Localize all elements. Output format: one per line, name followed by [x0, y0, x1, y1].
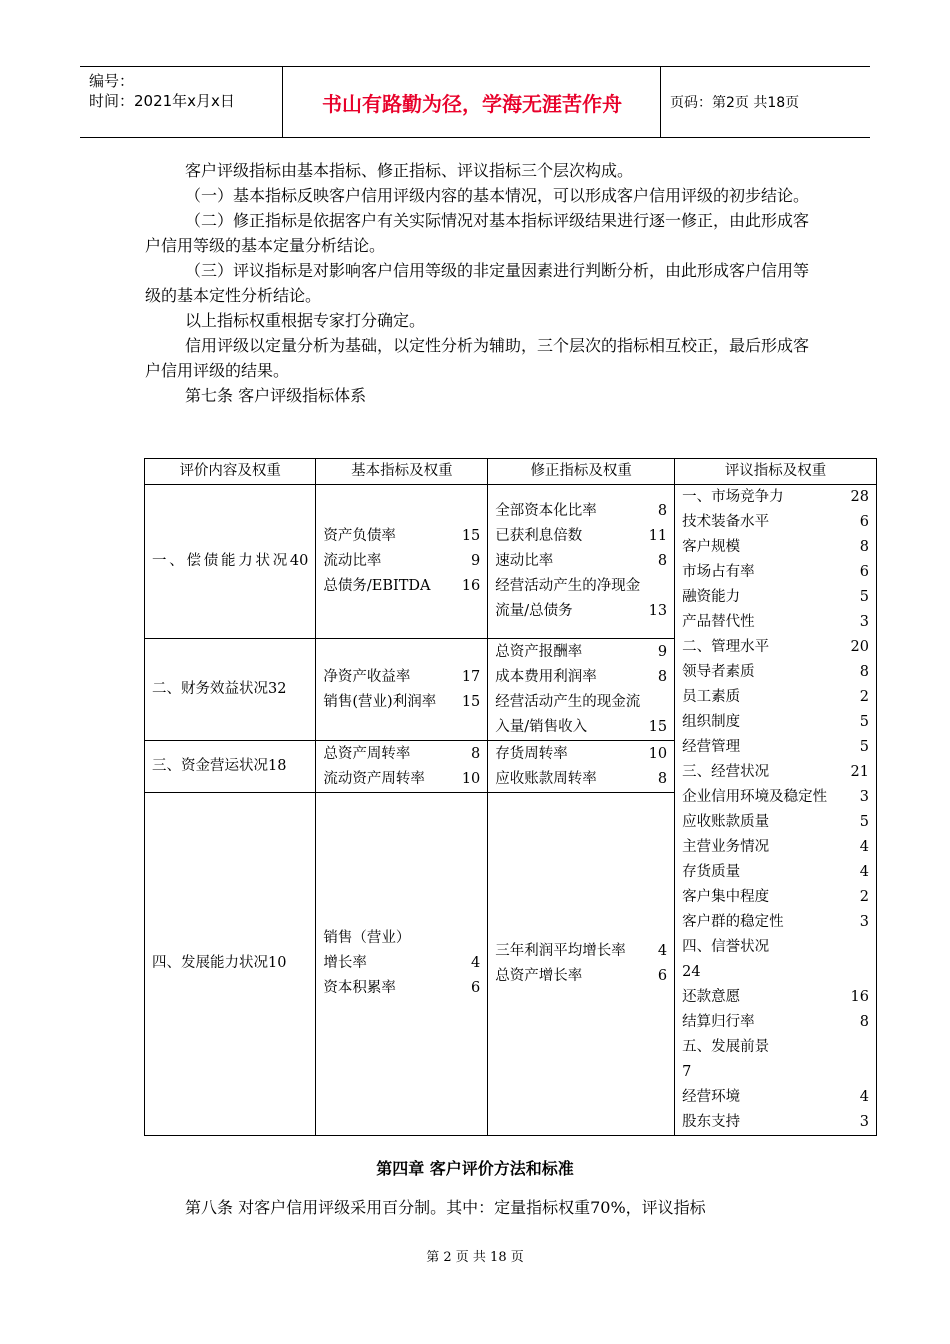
indicator-weight: 4: [471, 955, 481, 972]
indicator-weight: 8: [657, 770, 668, 787]
indicator-weight: 8: [859, 664, 869, 680]
indicator-name: 产品替代性: [682, 614, 755, 630]
indicator-name: 流动资产周转率: [323, 770, 425, 787]
indicator-line: [682, 1035, 869, 1060]
indicator-line: [682, 535, 869, 560]
indicator-weight: 11: [648, 528, 668, 545]
content-cell: 一、偿债能力状况40: [145, 485, 316, 639]
indicator-weight: 6: [657, 967, 668, 984]
column-header: 修正指标及权重: [488, 459, 675, 485]
indicator-name: 增长率: [323, 955, 367, 972]
indicator-weight: 5: [859, 714, 869, 730]
table-row: [145, 485, 877, 639]
indicator-weight: 4: [859, 864, 869, 880]
indicator-line: [682, 510, 869, 535]
indicator-line: [682, 1085, 869, 1110]
paragraph: （一）基本指标反映客户信用评级内容的基本情况，可以形成客户信用评级的初步结论。: [185, 186, 810, 205]
indicator-name: 结算归行率: [682, 1014, 755, 1030]
indicator-name: 总债务/EBITDA: [323, 578, 431, 595]
indicator-name: 流动比率: [323, 553, 382, 570]
indicator-weight: 13: [648, 603, 668, 620]
indicator-line: [682, 710, 869, 735]
indicator-line: [495, 964, 667, 989]
indicator-weight: 8: [859, 539, 869, 555]
indicator-weight: 8: [657, 668, 668, 685]
indicator-line: [682, 960, 869, 985]
indicator-weight: 4: [859, 1089, 869, 1105]
indicator-line: [323, 767, 480, 792]
indicator-weight: 8: [657, 553, 668, 570]
column-header: 评价内容及权重: [145, 459, 316, 485]
indicator-name: 一、市场竞争力: [682, 489, 784, 505]
basic-cell: [316, 639, 488, 741]
section-heading: 第七条 客户评级指标体系: [185, 386, 367, 405]
header-motto: 书山有路勤为径，学海无涯苦作舟: [284, 67, 661, 137]
indicator-line: [682, 1110, 869, 1135]
indicator-weight: 3: [859, 614, 869, 630]
indicator-name: 速动比率: [495, 553, 554, 570]
indicator-name: 经营活动产生的净现金: [495, 578, 641, 595]
indicator-name: 二、管理水平: [682, 639, 770, 655]
indicator-line: [495, 665, 667, 690]
indicator-table: [144, 458, 877, 1136]
indicator-line: [495, 524, 667, 549]
indicator-weight: 5: [859, 814, 869, 830]
paragraph: 以上指标权重根据专家打分确定。: [185, 311, 426, 330]
indicator-weight: 10: [648, 745, 668, 762]
indicator-weight: 3: [859, 914, 869, 930]
indicator-line: [323, 926, 480, 951]
indicator-line: [682, 785, 869, 810]
indicator-name: 已获利息倍数: [495, 528, 583, 545]
indicator-weight: 8: [657, 503, 668, 520]
indicator-name: 融资能力: [682, 589, 741, 605]
indicator-weight: 4: [859, 839, 869, 855]
indicator-weight: 9: [471, 553, 481, 570]
indicator-line: [682, 985, 869, 1010]
indicator-name: 客户规模: [682, 539, 741, 555]
modified-cell: [488, 792, 675, 1135]
indicator-name: 客户集中程度: [682, 889, 770, 905]
indicator-line: [682, 935, 869, 960]
indicator-name: 存货质量: [682, 864, 741, 880]
indicator-weight: 3: [859, 789, 869, 805]
indicator-name: 应收账款周转率: [495, 770, 597, 787]
indicator-line: [323, 951, 480, 976]
indicator-weight: 8: [859, 1014, 869, 1030]
indicator-line: [323, 665, 480, 690]
indicator-line: [682, 685, 869, 710]
indicator-line: [682, 585, 869, 610]
indicator-name: 销售（营业）: [323, 930, 411, 947]
indicator-name: 还款意愿: [682, 989, 741, 1005]
indicator-line: [323, 976, 480, 1001]
indicator-line: [495, 690, 667, 715]
indicator-line: [682, 610, 869, 635]
article-8: 第八条 对客户信用评级采用百分制。其中：定量指标权重70%，评议指标: [185, 1198, 706, 1217]
indicator-weight: 15: [461, 693, 481, 710]
indicator-line: [495, 939, 667, 964]
indicator-name: 股东支持: [682, 1114, 741, 1130]
indicator-weight: 10: [461, 770, 481, 787]
indicator-line: [495, 767, 667, 792]
page-header: [80, 66, 870, 138]
indicator-line: [323, 742, 480, 767]
indicator-weight: 9: [657, 643, 668, 660]
indicator-line: [682, 810, 869, 835]
indicator-line: [323, 574, 480, 599]
body-text: [145, 158, 810, 408]
indicator-weight: 15: [461, 528, 481, 545]
indicator-weight: 8: [471, 745, 481, 762]
page-footer: 第 2 页 共 18 页: [426, 1250, 524, 1265]
header-page-info: 页码：第2页 共18页: [670, 95, 800, 111]
indicator-weight: 16: [850, 989, 869, 1005]
indicator-name: 领导者素质: [682, 664, 755, 680]
indicator-name: 员工素质: [682, 689, 741, 705]
indicator-name: 总资产增长率: [495, 967, 583, 984]
indicator-name: 四、信誉状况: [682, 939, 770, 955]
indicator-line: [323, 549, 480, 574]
modified-cell: [488, 639, 675, 741]
indicator-line: [682, 485, 869, 510]
indicator-line: [495, 640, 667, 665]
indicator-name: 全部资本化比率: [495, 503, 597, 520]
content-cell: 四、发展能力状况10: [145, 792, 316, 1135]
indicator-line: [495, 549, 667, 574]
paragraph: （二）修正指标是依据客户有关实际情况对基本指标评级结果进行逐一修正，由此形成客户信用等级的基本定量分析结论。: [145, 211, 810, 255]
indicator-name: 应收账款质量: [682, 814, 770, 830]
indicator-name: 客户群的稳定性: [682, 914, 784, 930]
indicator-line: [495, 599, 667, 624]
indicator-weight: 6: [859, 564, 869, 580]
indicator-name: 三、经营状况: [682, 764, 770, 780]
column-header: 基本指标及权重: [316, 459, 488, 485]
indicator-line: [495, 574, 667, 599]
indicator-line: [682, 835, 869, 860]
indicator-name: 入量/销售收入: [495, 718, 588, 735]
basic-cell: [316, 485, 488, 639]
indicator-name: 净资产收益率: [323, 668, 411, 685]
indicator-weight: 5: [859, 589, 869, 605]
indicator-name: 三年利润平均增长率: [495, 942, 626, 959]
indicator-weight: 2: [859, 689, 869, 705]
paragraph: 信用评级以定量分析为基础，以定性分析为辅助，三个层次的指标相互校正，最后形成客户信用评级的结果。: [145, 336, 810, 380]
indicator-weight: 16: [461, 578, 481, 595]
indicator-line: [495, 499, 667, 524]
indicator-line: [682, 635, 869, 660]
indicator-name: 技术装备水平: [682, 514, 770, 530]
indicator-weight: 5: [859, 739, 869, 755]
indicator-line: [323, 524, 480, 549]
review-cell: [675, 485, 877, 1136]
chapter-title: 第四章 客户评价方法和标准: [376, 1159, 574, 1178]
indicator-line: [495, 715, 667, 740]
indicator-name: 市场占有率: [682, 564, 755, 580]
indicator-name: 资产负债率: [323, 528, 396, 545]
content-cell: 二、财务效益状况32: [145, 639, 316, 741]
indicator-line: [682, 560, 869, 585]
indicator-weight: 6: [471, 980, 481, 997]
basic-cell: [316, 741, 488, 792]
indicator-line: [495, 742, 667, 767]
indicator-weight: 2: [859, 889, 869, 905]
basic-cell: [316, 792, 488, 1135]
indicator-weight: 17: [461, 668, 481, 685]
indicator-name: 组织制度: [682, 714, 741, 730]
indicator-name: 经营管理: [682, 739, 741, 755]
indicator-line: [682, 1060, 869, 1085]
indicator-line: [682, 1010, 869, 1035]
indicator-name: 主营业务情况: [682, 839, 770, 855]
indicator-name: 24: [682, 964, 701, 980]
indicator-weight: 3: [859, 1114, 869, 1130]
time-label: 时间：2021年x月x日: [89, 92, 235, 110]
indicator-weight: 4: [657, 942, 668, 959]
indicator-line: [682, 910, 869, 935]
modified-cell: [488, 485, 675, 639]
paragraph: （三）评议指标是对影响客户信用等级的非定量因素进行判断分析，由此形成客户信用等级的基本定性分析结论。: [145, 261, 810, 305]
indicator-name: 成本费用利润率: [495, 668, 597, 685]
indicator-line: [682, 735, 869, 760]
paragraph: 客户评级指标由基本指标、修正指标、评议指标三个层次构成。: [185, 161, 634, 180]
indicator-name: 总资产周转率: [323, 745, 411, 762]
indicator-name: 经营环境: [682, 1089, 741, 1105]
indicator-name: 流量/总债务: [495, 603, 573, 620]
indicator-weight: 20: [850, 639, 869, 655]
indicator-weight: 21: [850, 764, 869, 780]
indicator-weight: 6: [859, 514, 869, 530]
indicator-line: [323, 690, 480, 715]
indicator-name: 资本积累率: [323, 980, 396, 997]
indicator-line: [682, 660, 869, 685]
indicator-name: 五、发展前景: [682, 1039, 770, 1055]
modified-cell: [488, 741, 675, 792]
indicator-name: 经营活动产生的现金流: [495, 693, 641, 710]
indicator-name: 总资产报酬率: [495, 643, 583, 660]
number-label: 编号：: [89, 72, 135, 90]
indicator-line: [682, 860, 869, 885]
indicator-name: 存货周转率: [495, 745, 568, 762]
indicator-name: 销售(营业)利润率: [323, 693, 437, 710]
indicator-line: [682, 885, 869, 910]
column-header: 评议指标及权重: [675, 459, 877, 485]
indicator-weight: 28: [850, 489, 869, 505]
indicator-name: 企业信用环境及稳定性: [682, 789, 828, 805]
table-header-row: [145, 459, 877, 485]
indicator-line: [682, 760, 869, 785]
indicator-name: 7: [682, 1064, 692, 1080]
content-cell: 三、资金营运状况18: [145, 741, 316, 792]
indicator-weight: 15: [648, 718, 668, 735]
header-meta: [80, 67, 283, 137]
